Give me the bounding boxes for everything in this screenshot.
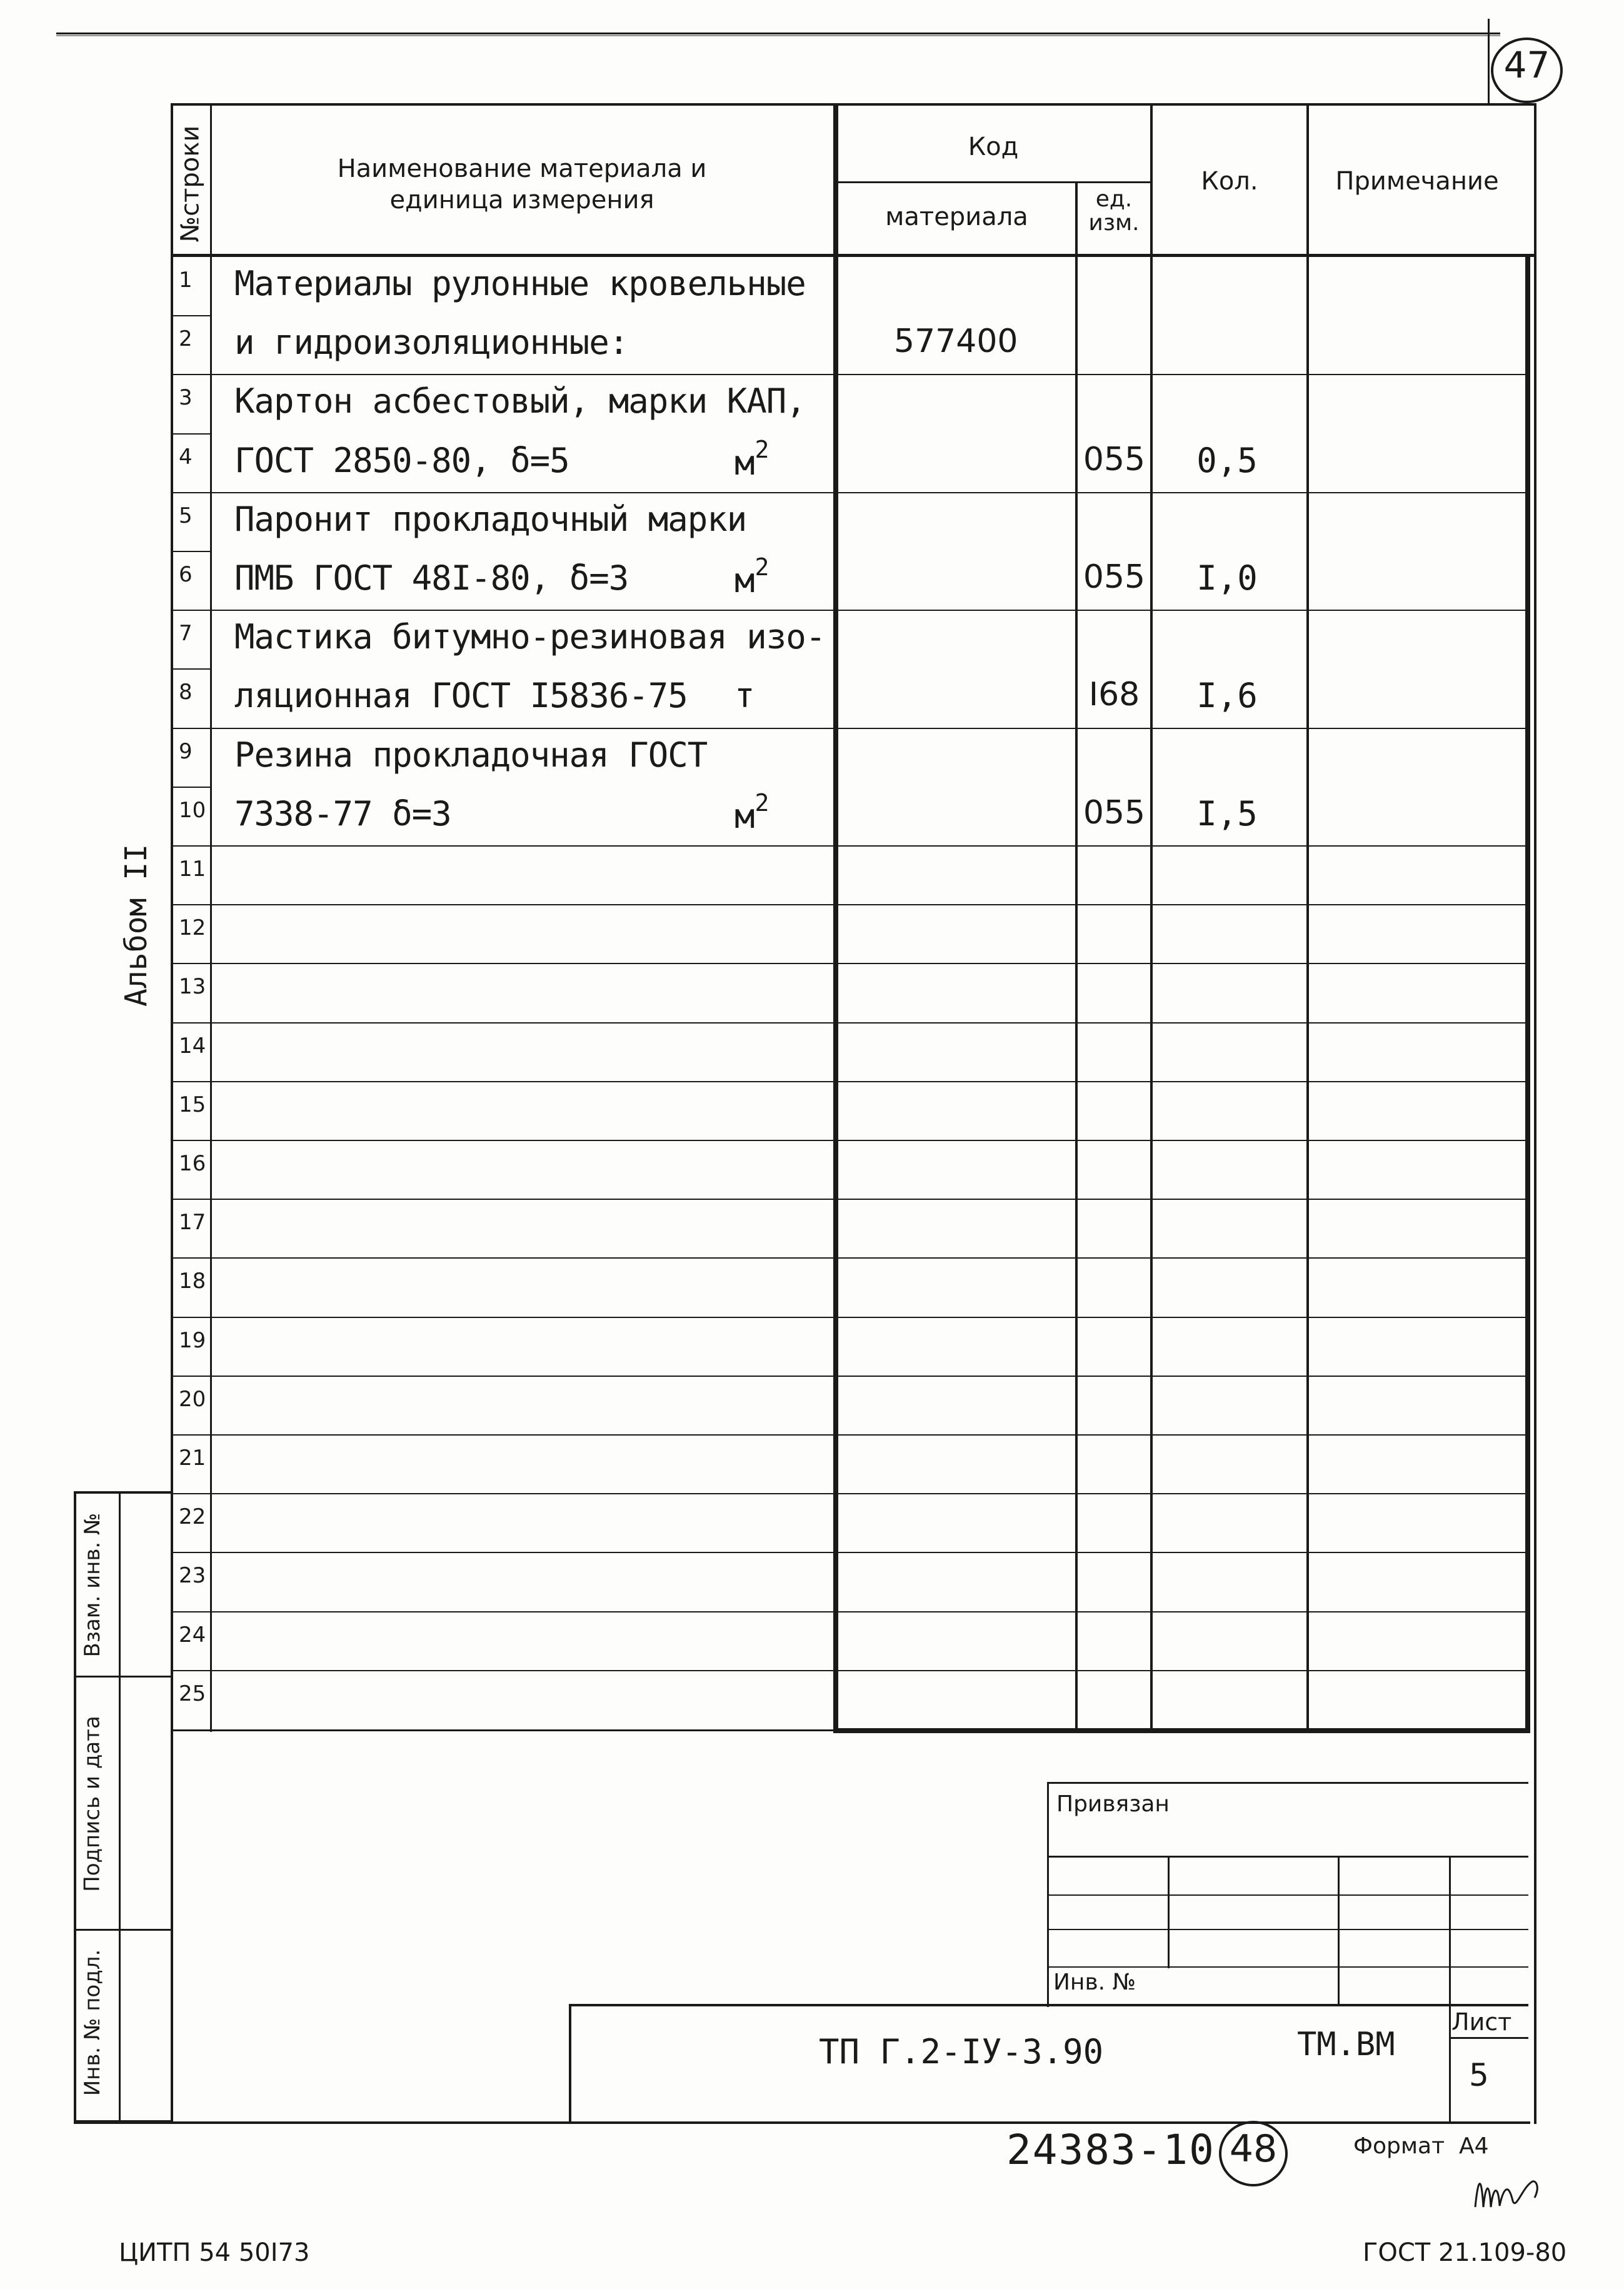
doc-code: ТП Г.2-IУ-3.90 [819, 2032, 1104, 2071]
unit-base: м [734, 561, 755, 600]
material-name: ПМБ ГОСТ 48I-80, δ=3 [234, 558, 629, 598]
row-line [171, 610, 1530, 611]
row-number: 14 [179, 1034, 206, 1059]
list-divider [1449, 2037, 1528, 2039]
list-value: 5 [1469, 2057, 1489, 2093]
row-number: 10 [179, 798, 206, 823]
signature [1472, 2163, 1547, 2226]
row-line [171, 1552, 1530, 1553]
side-stamp-divider [119, 1491, 121, 2123]
header-material-column: материала [885, 203, 1028, 231]
privyazan-label: Привязан [1056, 1791, 1170, 1817]
row-number: 7 [179, 621, 193, 646]
unit-code: 055 [1083, 558, 1146, 596]
stamp-line-b [1047, 1894, 1528, 1896]
row-number: 1 [179, 268, 193, 293]
header-inner-line [835, 181, 1152, 183]
row-line [171, 492, 1530, 493]
stamp-vline-3 [1449, 1856, 1451, 2006]
row-number: 18 [179, 1269, 206, 1294]
circled-number: 48 [1229, 2127, 1278, 2171]
unit-of-measure [734, 553, 769, 600]
row-number: 19 [179, 1328, 206, 1353]
unit-of-measure [734, 789, 769, 836]
row-number: 24 [179, 1622, 206, 1648]
row-line [171, 1611, 1530, 1612]
row-line [171, 904, 1530, 905]
header-name-column: Наименование материала и единица измерения [337, 154, 707, 214]
row-number: 17 [179, 1210, 206, 1235]
quantity: I,6 [1196, 676, 1258, 715]
row-line [171, 1257, 1530, 1259]
unit-exponent: 2 [754, 436, 769, 463]
col-line-material [1075, 181, 1078, 1732]
footer-right: ГОСТ 21.109-80 [1363, 2238, 1567, 2267]
row-line [171, 1317, 1530, 1318]
row-line [171, 728, 1530, 729]
row-line [171, 1670, 1530, 1671]
row-number: 12 [179, 915, 206, 940]
row-line [171, 433, 212, 435]
side-stamp-inv-podl: Инв. № подл. [80, 1949, 105, 2096]
side-stamp-line-1 [74, 1676, 173, 1678]
material-code: 577400 [894, 323, 1018, 360]
row-number: 4 [179, 445, 193, 470]
quantity: I,0 [1196, 558, 1258, 598]
row-number: 11 [179, 857, 206, 882]
row-line [171, 787, 212, 788]
header-bottom-line [171, 254, 1536, 257]
row-line [171, 1140, 1530, 1141]
unit-of-measure [734, 676, 755, 715]
side-stamp-podpis: Подпись и дата [79, 1716, 105, 1892]
inv-no-label: Инв. № [1053, 1970, 1136, 1995]
row-number: 15 [179, 1092, 206, 1117]
quantity: 0,5 [1196, 441, 1258, 480]
row-number: 25 [179, 1681, 206, 1706]
row-line [171, 1081, 1530, 1082]
handwritten-number: 24383-10 [1006, 2126, 1215, 2174]
material-name: 7338-77 δ=3 [234, 794, 451, 833]
quantity: I,5 [1196, 794, 1258, 833]
unit-base: т [734, 676, 755, 715]
top-border-line-2 [56, 35, 1500, 36]
unit-code: 055 [1083, 441, 1146, 478]
unit-exponent: 2 [754, 553, 769, 581]
row-number: 23 [179, 1563, 206, 1588]
unit-base: м [734, 443, 755, 483]
stamp-vline-1 [1168, 1856, 1170, 1968]
top-border-line [56, 33, 1500, 34]
row-line [171, 1493, 1530, 1494]
row-line [171, 668, 212, 670]
row-number: 6 [179, 562, 193, 587]
frame-right-top [1488, 19, 1490, 103]
row-line [171, 315, 212, 316]
stamp-line-c [1047, 1929, 1528, 1930]
stamp-vline-2 [1338, 1856, 1340, 2006]
row-line [171, 1434, 1530, 1436]
material-name: ляционная ГОСТ I5836-75 [234, 676, 688, 715]
col-line-name [833, 103, 838, 1732]
row-number: 9 [179, 739, 193, 764]
unit-exponent: 2 [754, 789, 769, 817]
doc-mark: ТМ.ВМ [1297, 2026, 1395, 2063]
col-line-rownum [210, 103, 212, 1732]
page-number: 47 [1503, 44, 1550, 86]
header-unit-column: ед. изм. [1088, 186, 1140, 236]
material-name: ГОСТ 2850-80, δ=5 [234, 441, 569, 480]
row-line [171, 963, 1530, 964]
material-name: Резина прокладочная ГОСТ [234, 735, 708, 775]
material-name: Картон асбестовый, марки КАП, [234, 381, 806, 421]
row-line [171, 1376, 1530, 1377]
format-label: Формат А4 [1353, 2133, 1489, 2159]
unit-base: м [734, 797, 755, 836]
header-note-column: Примечание [1335, 167, 1499, 196]
header-code-group: Код [968, 133, 1019, 161]
row-number: 2 [179, 326, 193, 351]
row-number: 3 [179, 385, 193, 410]
side-stamp-line-2 [74, 1929, 173, 1931]
table-bottom-thick [833, 1728, 1530, 1733]
bottom-frame-line [74, 2121, 1530, 2124]
row-number: 22 [179, 1504, 206, 1529]
row-number: 5 [179, 503, 193, 528]
row-number: 8 [179, 680, 193, 705]
table-right-thick [1525, 254, 1530, 1732]
material-name: Паронит прокладочный марки [234, 500, 747, 539]
stamp-line-a [1047, 1856, 1528, 1858]
material-name: Мастика битумно-резиновая изо- [234, 617, 826, 657]
footer-left: ЦИТП 54 50I73 [119, 2238, 310, 2267]
unit-of-measure [734, 436, 769, 483]
row-line [171, 374, 1530, 375]
col-line-qty [1306, 103, 1309, 1732]
row-line [171, 845, 1530, 847]
album-label: Альбом II [119, 843, 154, 1007]
title-block-divider [1449, 2004, 1451, 2123]
header-qty-column: Кол. [1201, 167, 1258, 196]
row-number: 20 [179, 1387, 206, 1412]
material-name: и гидроизоляционные: [234, 323, 629, 362]
unit-code: 055 [1083, 794, 1146, 832]
unit-code: I68 [1088, 676, 1140, 713]
header-row-number: №строки [176, 125, 205, 243]
row-number: 21 [179, 1446, 206, 1471]
material-name: Материалы рулонные кровельные [234, 264, 806, 303]
table-bottom-left [171, 1729, 835, 1731]
row-line [171, 1022, 1530, 1024]
stamp-line-d [1047, 1966, 1528, 1968]
list-label: Лист [1451, 2008, 1512, 2036]
row-number: 13 [179, 974, 206, 999]
row-line [171, 1199, 1530, 1200]
row-number: 16 [179, 1151, 206, 1176]
side-stamp-vzam: Взам. инв. № [80, 1512, 105, 1658]
col-line-unit [1150, 103, 1153, 1732]
row-line [171, 551, 212, 552]
